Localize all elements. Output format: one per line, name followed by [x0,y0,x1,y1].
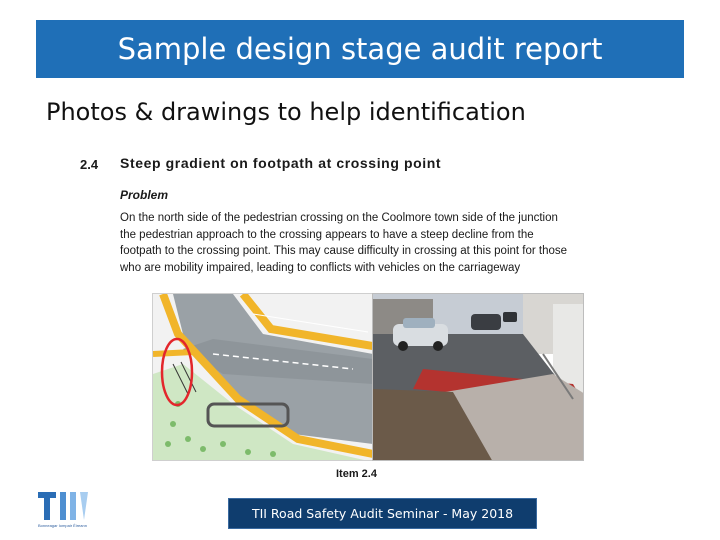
report-excerpt [70,150,650,490]
junction-drawing [153,294,373,461]
logo-subtext: Bonneagar Iompair Éireann [38,523,87,528]
figure-caption: Item 2.4 [336,468,377,480]
footer-text: TII Road Safety Audit Seminar - May 2018 [251,506,514,521]
section-number: 2.4 [80,157,99,172]
problem-line: who are mobility impaired, leading to conflicts with vehicles on the carriageway [120,261,521,274]
problem-line: the pedestrian approach to the crossing appears to have a steep decline from the [120,228,534,241]
problem-line: footpath to the crossing point. This may cause difficulty in crossing at this point for those [120,245,568,257]
problem-line: On the north side of the pedestrian crossing on the Coolmore town side of the junction [120,212,558,224]
section-title: Steep gradient on footpath at crossing point [120,155,442,171]
problem-label: Problem [120,188,169,202]
slide-subtitle: Photos & drawings to help identification [46,98,526,126]
slide-title-bar [36,20,684,78]
problem-text [120,210,640,276]
footer-bar [228,498,537,529]
slide-title: Sample design stage audit report [117,32,603,66]
tii-logo-mark [36,490,96,524]
site-photo-image [372,293,584,461]
site-photo [373,294,584,461]
